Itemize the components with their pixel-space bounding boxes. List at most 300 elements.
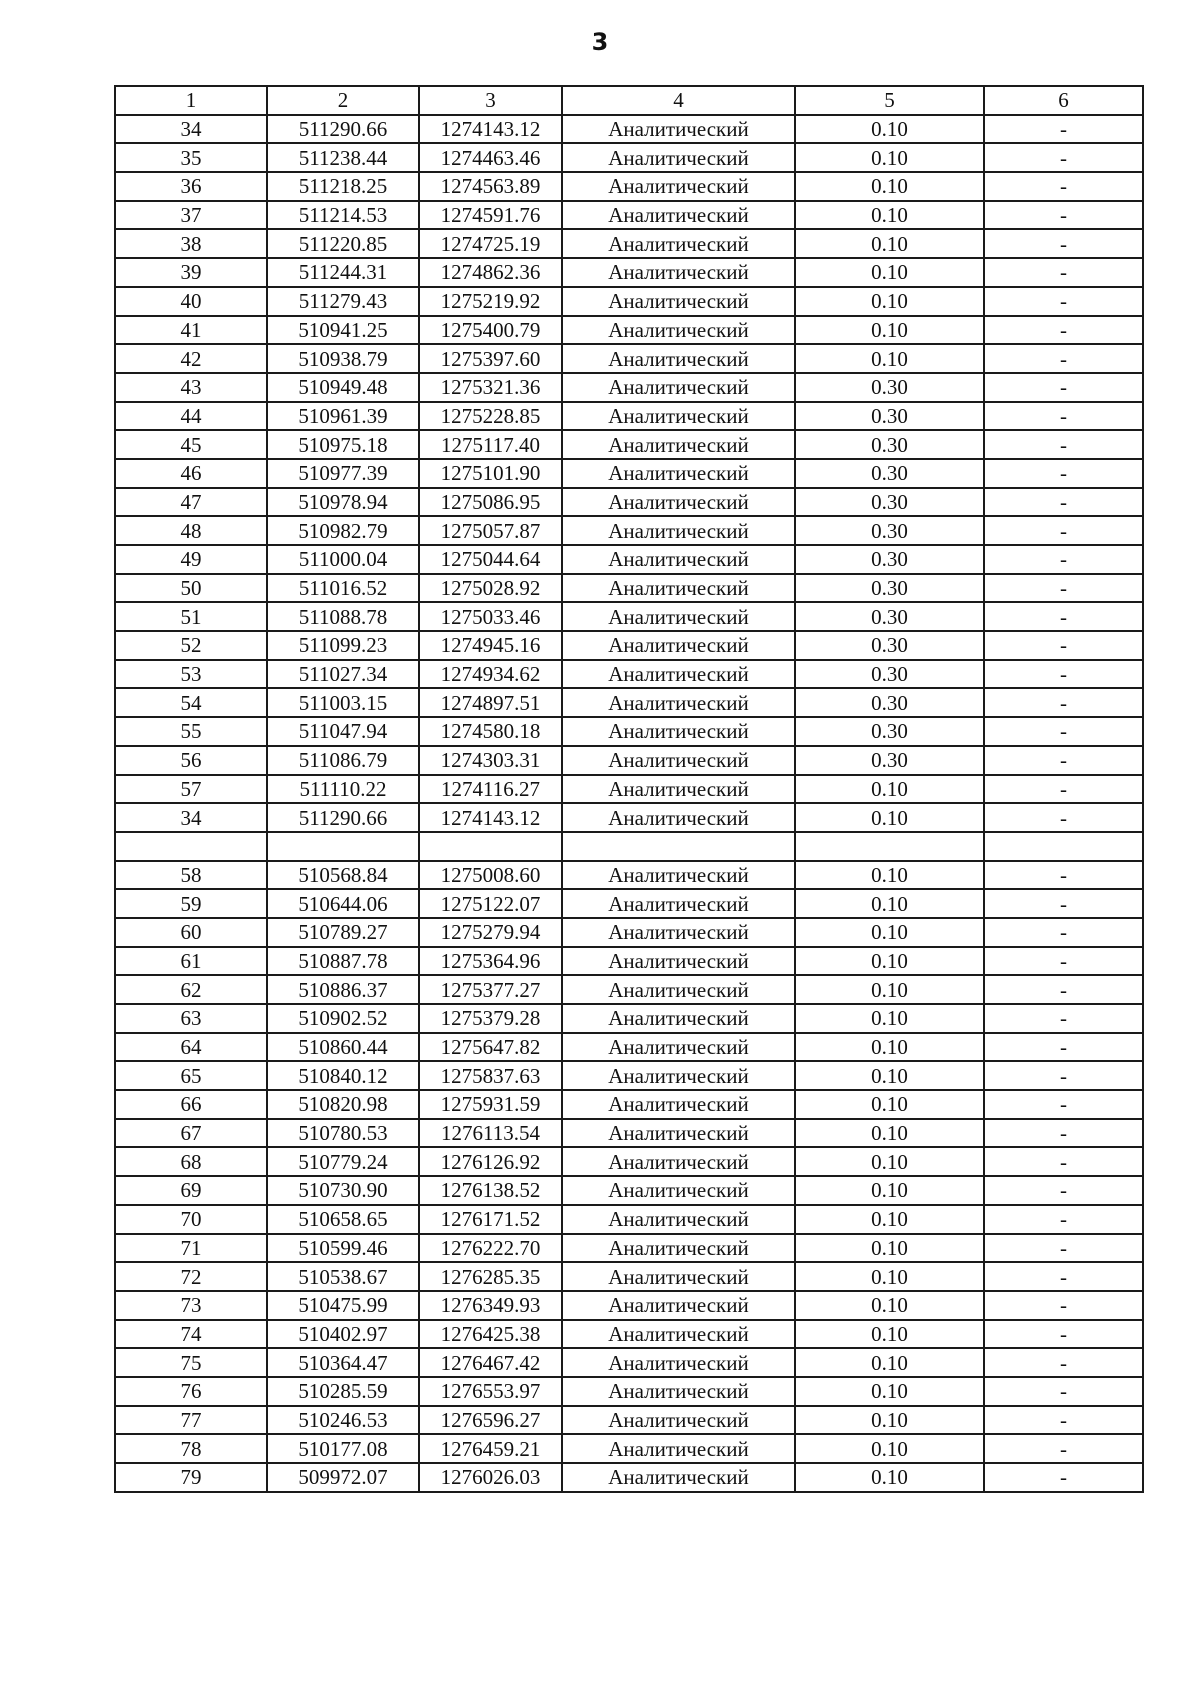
accuracy-cell: 0.10 [795,918,984,947]
point-number-cell: 59 [115,889,267,918]
method-cell: Аналитический [562,660,795,689]
point-number-cell: 76 [115,1377,267,1406]
note-cell: - [984,344,1143,373]
table-row [115,488,1143,517]
method-cell: Аналитический [562,1205,795,1234]
y-coordinate-cell: 1274143.12 [419,115,562,144]
y-coordinate-cell: 1274303.31 [419,746,562,775]
accuracy-cell: 0.30 [795,602,984,631]
point-number-cell: 66 [115,1090,267,1119]
accuracy-cell: 0.10 [795,1234,984,1263]
method-cell: Аналитический [562,430,795,459]
x-coordinate-cell: 511218.25 [267,172,419,201]
point-number-cell: 71 [115,1234,267,1263]
point-number-cell: 39 [115,258,267,287]
note-cell: - [984,660,1143,689]
y-coordinate-cell: 1275117.40 [419,430,562,459]
x-coordinate-cell: 510975.18 [267,430,419,459]
table-row [115,1348,1143,1377]
table-row [115,172,1143,201]
point-number-cell: 51 [115,602,267,631]
note-cell: - [984,574,1143,603]
accuracy-cell: 0.10 [795,1320,984,1349]
accuracy-cell: 0.10 [795,316,984,345]
table-row [115,1061,1143,1090]
point-number-cell: 43 [115,373,267,402]
y-coordinate-cell [419,832,562,861]
point-number-cell: 64 [115,1033,267,1062]
method-cell: Аналитический [562,459,795,488]
accuracy-cell: 0.10 [795,201,984,230]
method-cell: Аналитический [562,1291,795,1320]
accuracy-cell: 0.10 [795,1004,984,1033]
table-row [115,1291,1143,1320]
column-header: 5 [795,86,984,115]
y-coordinate-cell: 1274580.18 [419,717,562,746]
point-number-cell: 54 [115,688,267,717]
note-cell: - [984,1406,1143,1435]
y-coordinate-cell: 1275219.92 [419,287,562,316]
x-coordinate-cell: 510364.47 [267,1348,419,1377]
point-number-cell: 50 [115,574,267,603]
note-cell: - [984,516,1143,545]
method-cell: Аналитический [562,344,795,373]
y-coordinate-cell: 1275101.90 [419,459,562,488]
note-cell: - [984,889,1143,918]
y-coordinate-cell: 1275228.85 [419,402,562,431]
table-row [115,1463,1143,1492]
accuracy-cell: 0.10 [795,1262,984,1291]
x-coordinate-cell: 511279.43 [267,287,419,316]
method-cell: Аналитический [562,889,795,918]
method-cell: Аналитический [562,1234,795,1263]
table-row [115,1434,1143,1463]
method-cell: Аналитический [562,1348,795,1377]
note-cell: - [984,545,1143,574]
table-body [115,115,1143,1492]
x-coordinate-cell: 510779.24 [267,1147,419,1176]
point-number-cell: 78 [115,1434,267,1463]
note-cell: - [984,861,1143,890]
point-number-cell: 67 [115,1119,267,1148]
point-number-cell: 75 [115,1348,267,1377]
method-cell: Аналитический [562,746,795,775]
point-number-cell: 41 [115,316,267,345]
accuracy-cell: 0.10 [795,344,984,373]
point-number-cell: 55 [115,717,267,746]
accuracy-cell: 0.10 [795,1377,984,1406]
accuracy-cell: 0.30 [795,430,984,459]
table-row [115,717,1143,746]
x-coordinate-cell: 510599.46 [267,1234,419,1263]
note-cell: - [984,143,1143,172]
table-row [115,889,1143,918]
table-row [115,1320,1143,1349]
x-coordinate-cell: 511290.66 [267,115,419,144]
table-row [115,631,1143,660]
accuracy-cell: 0.10 [795,172,984,201]
method-cell: Аналитический [562,143,795,172]
point-number-cell: 73 [115,1291,267,1320]
accuracy-cell: 0.10 [795,143,984,172]
x-coordinate-cell: 510644.06 [267,889,419,918]
note-cell: - [984,488,1143,517]
y-coordinate-cell: 1274143.12 [419,803,562,832]
method-cell: Аналитический [562,1119,795,1148]
x-coordinate-cell: 511290.66 [267,803,419,832]
accuracy-cell: 0.10 [795,115,984,144]
point-number-cell: 70 [115,1205,267,1234]
note-cell: - [984,1377,1143,1406]
x-coordinate-cell: 511016.52 [267,574,419,603]
point-number-cell: 48 [115,516,267,545]
accuracy-cell: 0.10 [795,975,984,1004]
point-number-cell: 63 [115,1004,267,1033]
table-row [115,316,1143,345]
method-cell: Аналитический [562,229,795,258]
accuracy-cell: 0.10 [795,1119,984,1148]
method-cell [562,832,795,861]
note-cell: - [984,1434,1143,1463]
x-coordinate-cell: 511027.34 [267,660,419,689]
x-coordinate-cell: 511110.22 [267,775,419,804]
method-cell: Аналитический [562,861,795,890]
table-row [115,1205,1143,1234]
point-number-cell: 52 [115,631,267,660]
note-cell: - [984,918,1143,947]
note-cell: - [984,201,1143,230]
note-cell: - [984,975,1143,1004]
point-number-cell: 60 [115,918,267,947]
accuracy-cell: 0.30 [795,660,984,689]
method-cell: Аналитический [562,1004,795,1033]
note-cell: - [984,631,1143,660]
y-coordinate-cell: 1275931.59 [419,1090,562,1119]
accuracy-cell: 0.10 [795,803,984,832]
x-coordinate-cell: 511220.85 [267,229,419,258]
point-number-cell: 58 [115,861,267,890]
note-cell: - [984,1234,1143,1263]
point-number-cell: 74 [115,1320,267,1349]
table-row [115,258,1143,287]
point-number-cell: 46 [115,459,267,488]
note-cell: - [984,1320,1143,1349]
note-cell: - [984,746,1143,775]
x-coordinate-cell: 510730.90 [267,1176,419,1205]
note-cell: - [984,172,1143,201]
y-coordinate-cell: 1274563.89 [419,172,562,201]
accuracy-cell: 0.10 [795,1147,984,1176]
accuracy-cell: 0.10 [795,861,984,890]
note-cell: - [984,430,1143,459]
note-cell: - [984,1004,1143,1033]
note-cell: - [984,229,1143,258]
x-coordinate-cell: 511099.23 [267,631,419,660]
accuracy-cell: 0.10 [795,889,984,918]
y-coordinate-cell: 1275086.95 [419,488,562,517]
method-cell: Аналитический [562,287,795,316]
point-number-cell: 68 [115,1147,267,1176]
table-row [115,975,1143,1004]
y-coordinate-cell: 1276553.97 [419,1377,562,1406]
x-coordinate-cell: 510887.78 [267,947,419,976]
y-coordinate-cell: 1275837.63 [419,1061,562,1090]
point-number-cell: 40 [115,287,267,316]
accuracy-cell: 0.10 [795,1348,984,1377]
x-coordinate-cell: 510860.44 [267,1033,419,1062]
column-header: 4 [562,86,795,115]
accuracy-cell: 0.10 [795,1406,984,1435]
y-coordinate-cell: 1275033.46 [419,602,562,631]
method-cell: Аналитический [562,201,795,230]
table-header-row [115,86,1143,115]
accuracy-cell: 0.10 [795,287,984,316]
x-coordinate-cell: 511214.53 [267,201,419,230]
note-cell [984,832,1143,861]
x-coordinate-cell: 511086.79 [267,746,419,775]
note-cell: - [984,1205,1143,1234]
method-cell: Аналитический [562,488,795,517]
table-row [115,803,1143,832]
table-row [115,688,1143,717]
point-number-cell: 44 [115,402,267,431]
point-number-cell: 57 [115,775,267,804]
method-cell: Аналитический [562,172,795,201]
accuracy-cell: 0.30 [795,574,984,603]
y-coordinate-cell: 1275400.79 [419,316,562,345]
note-cell: - [984,287,1143,316]
method-cell: Аналитический [562,688,795,717]
method-cell: Аналитический [562,1176,795,1205]
y-coordinate-cell: 1275008.60 [419,861,562,890]
table-row [115,832,1143,861]
table-row [115,115,1143,144]
method-cell: Аналитический [562,775,795,804]
point-number-cell: 69 [115,1176,267,1205]
x-coordinate-cell: 510977.39 [267,459,419,488]
method-cell: Аналитический [562,1147,795,1176]
point-number-cell: 49 [115,545,267,574]
accuracy-cell: 0.10 [795,947,984,976]
method-cell: Аналитический [562,975,795,1004]
page-number: 3 [591,28,609,56]
method-cell: Аналитический [562,803,795,832]
method-cell: Аналитический [562,717,795,746]
coordinates-table [114,85,1144,1493]
x-coordinate-cell: 510789.27 [267,918,419,947]
method-cell: Аналитический [562,1434,795,1463]
method-cell: Аналитический [562,115,795,144]
point-number-cell: 61 [115,947,267,976]
y-coordinate-cell: 1276113.54 [419,1119,562,1148]
table-row [115,1176,1143,1205]
y-coordinate-cell: 1274897.51 [419,688,562,717]
method-cell: Аналитический [562,258,795,287]
point-number-cell: 47 [115,488,267,517]
method-cell: Аналитический [562,402,795,431]
point-number-cell: 62 [115,975,267,1004]
accuracy-cell: 0.30 [795,717,984,746]
accuracy-cell: 0.30 [795,746,984,775]
y-coordinate-cell: 1275122.07 [419,889,562,918]
method-cell: Аналитический [562,602,795,631]
y-coordinate-cell: 1275321.36 [419,373,562,402]
accuracy-cell: 0.10 [795,1090,984,1119]
table-row [115,1234,1143,1263]
y-coordinate-cell: 1274116.27 [419,775,562,804]
method-cell: Аналитический [562,631,795,660]
x-coordinate-cell: 510538.67 [267,1262,419,1291]
table-row [115,201,1143,230]
accuracy-cell: 0.30 [795,688,984,717]
accuracy-cell: 0.10 [795,1061,984,1090]
table-row [115,344,1143,373]
accuracy-cell: 0.30 [795,459,984,488]
accuracy-cell: 0.30 [795,545,984,574]
note-cell: - [984,775,1143,804]
y-coordinate-cell: 1276138.52 [419,1176,562,1205]
x-coordinate-cell: 510938.79 [267,344,419,373]
x-coordinate-cell: 511047.94 [267,717,419,746]
x-coordinate-cell: 511003.15 [267,688,419,717]
note-cell: - [984,1176,1143,1205]
accuracy-cell: 0.30 [795,631,984,660]
y-coordinate-cell: 1275377.27 [419,975,562,1004]
y-coordinate-cell: 1276459.21 [419,1434,562,1463]
accuracy-cell: 0.10 [795,1176,984,1205]
table-row [115,947,1143,976]
note-cell: - [984,258,1143,287]
x-coordinate-cell: 511000.04 [267,545,419,574]
note-cell: - [984,1033,1143,1062]
accuracy-cell [795,832,984,861]
table-row [115,660,1143,689]
note-cell: - [984,803,1143,832]
note-cell: - [984,1119,1143,1148]
accuracy-cell: 0.10 [795,1291,984,1320]
x-coordinate-cell: 510941.25 [267,316,419,345]
point-number-cell: 35 [115,143,267,172]
table-row [115,1033,1143,1062]
note-cell: - [984,402,1143,431]
note-cell: - [984,1147,1143,1176]
x-coordinate-cell: 510568.84 [267,861,419,890]
x-coordinate-cell: 510658.65 [267,1205,419,1234]
accuracy-cell: 0.30 [795,516,984,545]
table-row [115,459,1143,488]
table-row [115,1004,1143,1033]
x-coordinate-cell: 510475.99 [267,1291,419,1320]
method-cell: Аналитический [562,1320,795,1349]
accuracy-cell: 0.30 [795,402,984,431]
point-number-cell: 53 [115,660,267,689]
table-row [115,373,1143,402]
column-header: 1 [115,86,267,115]
note-cell: - [984,459,1143,488]
y-coordinate-cell: 1275057.87 [419,516,562,545]
point-number-cell: 34 [115,803,267,832]
accuracy-cell: 0.10 [795,229,984,258]
table-row [115,143,1143,172]
y-coordinate-cell: 1276126.92 [419,1147,562,1176]
note-cell: - [984,316,1143,345]
y-coordinate-cell: 1275379.28 [419,1004,562,1033]
accuracy-cell: 0.30 [795,488,984,517]
table-row [115,1090,1143,1119]
note-cell: - [984,717,1143,746]
x-coordinate-cell: 510978.94 [267,488,419,517]
y-coordinate-cell: 1275364.96 [419,947,562,976]
table-row [115,402,1143,431]
method-cell: Аналитический [562,947,795,976]
y-coordinate-cell: 1275279.94 [419,918,562,947]
method-cell: Аналитический [562,1463,795,1492]
note-cell: - [984,1061,1143,1090]
y-coordinate-cell: 1275647.82 [419,1033,562,1062]
y-coordinate-cell: 1275397.60 [419,344,562,373]
note-cell: - [984,115,1143,144]
method-cell: Аналитический [562,545,795,574]
x-coordinate-cell: 510982.79 [267,516,419,545]
x-coordinate-cell: 510177.08 [267,1434,419,1463]
note-cell: - [984,1291,1143,1320]
accuracy-cell: 0.10 [795,775,984,804]
note-cell: - [984,1463,1143,1492]
x-coordinate-cell: 511238.44 [267,143,419,172]
x-coordinate-cell: 511088.78 [267,602,419,631]
table-row [115,918,1143,947]
note-cell: - [984,1262,1143,1291]
method-cell: Аналитический [562,574,795,603]
note-cell: - [984,1348,1143,1377]
column-header: 3 [419,86,562,115]
y-coordinate-cell: 1274934.62 [419,660,562,689]
y-coordinate-cell: 1274725.19 [419,229,562,258]
method-cell: Аналитический [562,1406,795,1435]
y-coordinate-cell: 1275028.92 [419,574,562,603]
accuracy-cell: 0.10 [795,1434,984,1463]
table-row [115,746,1143,775]
table-row [115,861,1143,890]
note-cell: - [984,688,1143,717]
accuracy-cell: 0.10 [795,1205,984,1234]
table-row [115,1262,1143,1291]
method-cell: Аналитический [562,373,795,402]
table-row [115,574,1143,603]
table-row [115,1119,1143,1148]
x-coordinate-cell: 510949.48 [267,373,419,402]
table-row [115,545,1143,574]
table-row [115,602,1143,631]
accuracy-cell: 0.30 [795,373,984,402]
y-coordinate-cell: 1276285.35 [419,1262,562,1291]
x-coordinate-cell: 510902.52 [267,1004,419,1033]
accuracy-cell: 0.10 [795,258,984,287]
note-cell: - [984,373,1143,402]
note-cell: - [984,947,1143,976]
x-coordinate-cell: 509972.07 [267,1463,419,1492]
column-header: 6 [984,86,1143,115]
table-row [115,1377,1143,1406]
note-cell: - [984,602,1143,631]
y-coordinate-cell: 1274463.46 [419,143,562,172]
x-coordinate-cell: 510246.53 [267,1406,419,1435]
point-number-cell: 34 [115,115,267,144]
y-coordinate-cell: 1274591.76 [419,201,562,230]
y-coordinate-cell: 1275044.64 [419,545,562,574]
table-row [115,775,1143,804]
method-cell: Аналитический [562,1262,795,1291]
